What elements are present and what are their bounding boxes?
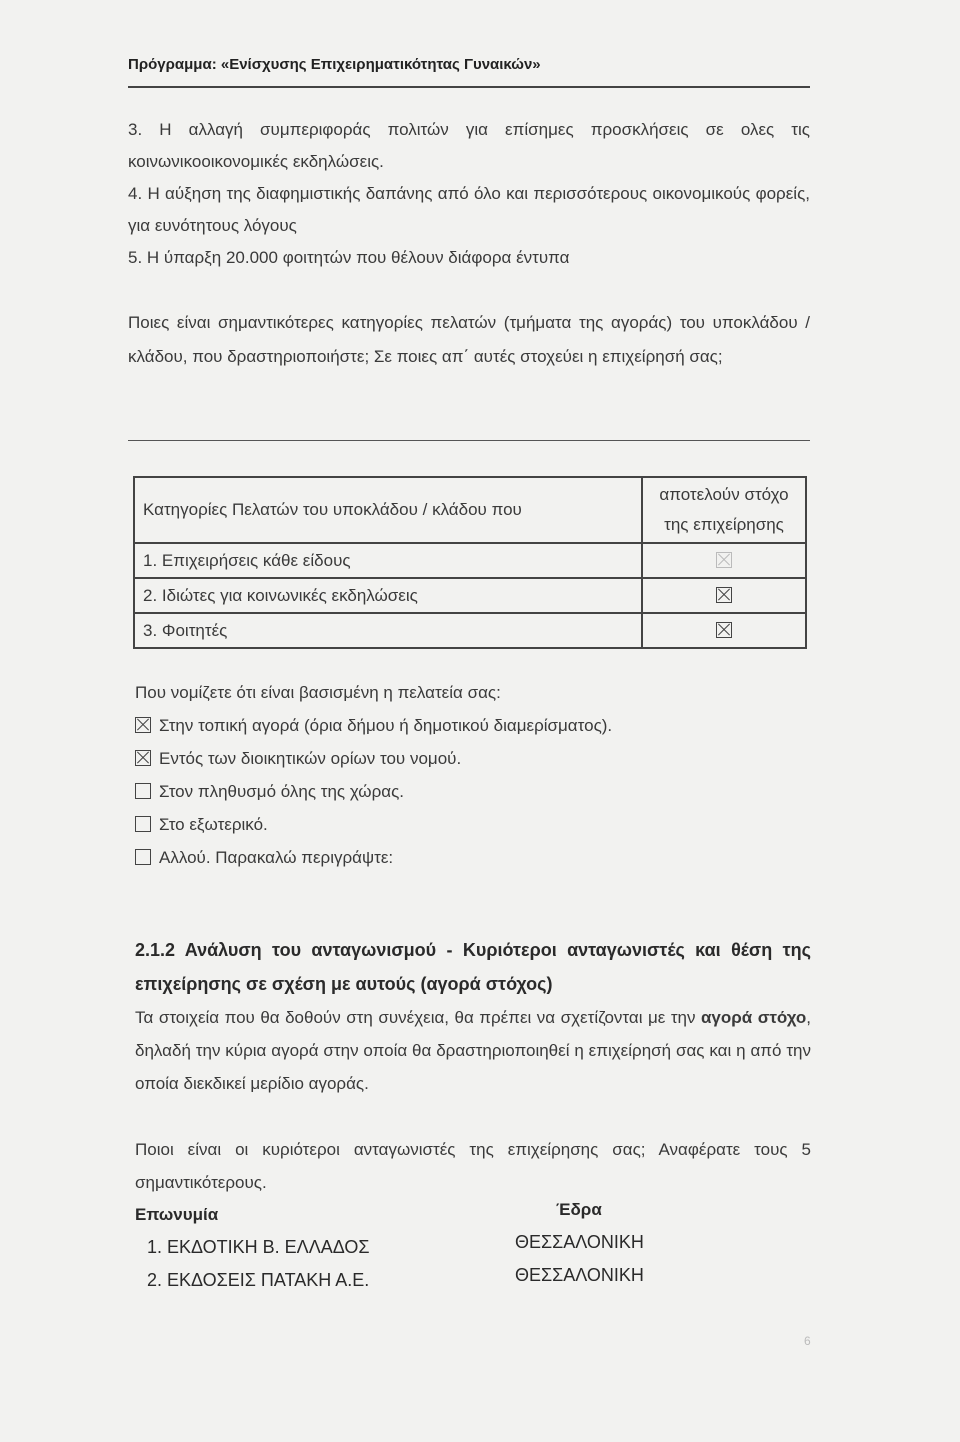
- column-header-seat: Έδρα: [556, 1200, 602, 1219]
- page-header: Πρόγραμμα: «Ενίσχυσης Επιχειρηματικότητας Γυναικών»: [128, 56, 541, 73]
- competitor-seat: ΘΕΣΣΑΛΟΝΙΚΗ: [515, 1232, 644, 1252]
- option-label: Στον πληθυσμό όλης της χώρας.: [159, 782, 404, 801]
- option-local-market[interactable]: [135, 716, 612, 736]
- question-customer-categories: Ποιες είναι σημαντικότερες κατηγορίες πελατών (τμήματα της αγοράς) του υποκλάδου /κλάδου, που δραστηριοποιήστε; Σε ποιες απ΄ αυτές στοχεύει η επιχείρησή σας;: [128, 313, 810, 366]
- category-label: 3. Φοιτητές: [134, 613, 642, 648]
- table-header-row: [134, 477, 806, 543]
- option-abroad[interactable]: [135, 815, 268, 835]
- category-label: 1. Επιχειρήσεις κάθε είδους: [134, 543, 642, 578]
- answer-divider: [128, 440, 810, 441]
- option-checkbox[interactable]: [135, 816, 151, 832]
- target-checkbox-checked[interactable]: [716, 587, 732, 603]
- option-label: Στο εξωτερικό.: [159, 815, 268, 834]
- competitor-seat: ΘΕΣΣΑΛΟΝΙΚΗ: [515, 1265, 644, 1285]
- option-whole-country[interactable]: [135, 782, 404, 802]
- table-row: [134, 613, 806, 648]
- question-customer-base: Που νομίζετε ότι είναι βασισμένη η πελατεία σας:: [135, 683, 501, 702]
- intro-text: Τα στοιχεία που θα δοθούν στη συνέχεια, θα πρέπει να σχετίζονται με την: [135, 1008, 701, 1027]
- table-header-target: αποτελούν στόχο της επιχείρησης: [642, 477, 806, 543]
- option-checkbox[interactable]: [135, 783, 151, 799]
- option-label: Στην τοπική αγορά (όρια δήμου ή δημοτικού διαμερίσματος).: [159, 716, 613, 735]
- question-competitors: Ποιοι είναι οι κυριότεροι ανταγωνιστές της επιχείρησης σας; Αναφέρατε τους 5 σημαντικότερους.: [135, 1140, 811, 1192]
- competitor-name: 2. ΕΚΔΟΣΕΙΣ ΠΑΤΑΚΗ Α.Ε.: [147, 1270, 370, 1290]
- option-prefecture[interactable]: [135, 749, 461, 769]
- customer-categories-table: [133, 476, 807, 649]
- option-label: Αλλού. Παρακαλώ περιγράψτε:: [159, 848, 394, 867]
- list-item-3: 3. Η αλλαγή συμπεριφοράς πολιτών για επίσημες προσκλήσεις σε ολες τις κοινωνικοοικονομικές εκδηλώσεις.: [128, 120, 810, 171]
- intro-bold-term: αγορά στόχο: [700, 1008, 807, 1027]
- list-item-4: 4. Η αύξηση της διαφημιστικής δαπάνης από όλο και περισσότερους οικονομικούς φορείς, για ευνότητους λόγους: [128, 184, 810, 235]
- column-header-name: Επωνυμία: [135, 1205, 219, 1224]
- option-checkbox-checked[interactable]: [135, 750, 151, 766]
- table-row: [134, 578, 806, 613]
- option-label: Εντός των διοικητικών ορίων του νομού.: [159, 749, 462, 768]
- option-checkbox-checked[interactable]: [135, 717, 151, 733]
- intro-text: , δηλαδή την κύρια αγορά στην οποία θα δραστηριοποιηθεί η επιχείρησή σας και η από την οποία διεκδικεί μερίδιο αγοράς.: [135, 1008, 811, 1093]
- header-divider: [128, 86, 810, 88]
- table-row: [134, 543, 806, 578]
- table-header-categories: Κατηγορίες Πελατών του υποκλάδου / κλάδου που: [134, 477, 642, 543]
- section-title: 2.1.2 Ανάλυση του ανταγωνισμού - Κυριότεροι ανταγωνιστές και θέση της επιχείρησης σε σχέση με αυτούς (αγορά στόχος): [135, 940, 811, 994]
- page-number: 6: [804, 1334, 811, 1348]
- competitor-name: 1. ΕΚΔΟΤΙΚΗ Β. ΕΛΛΑΔΟΣ: [147, 1237, 370, 1257]
- list-item-5: 5. Η ύπαρξη 20.000 φοιτητών που θέλουν διάφορα έντυπα: [128, 248, 570, 267]
- target-checkbox-checked[interactable]: [716, 552, 732, 568]
- section-intro: [135, 1001, 811, 1100]
- target-checkbox-checked[interactable]: [716, 622, 732, 638]
- category-label: 2. Ιδιώτες για κοινωνικές εκδηλώσεις: [134, 578, 642, 613]
- option-checkbox[interactable]: [135, 849, 151, 865]
- option-other[interactable]: [135, 848, 393, 868]
